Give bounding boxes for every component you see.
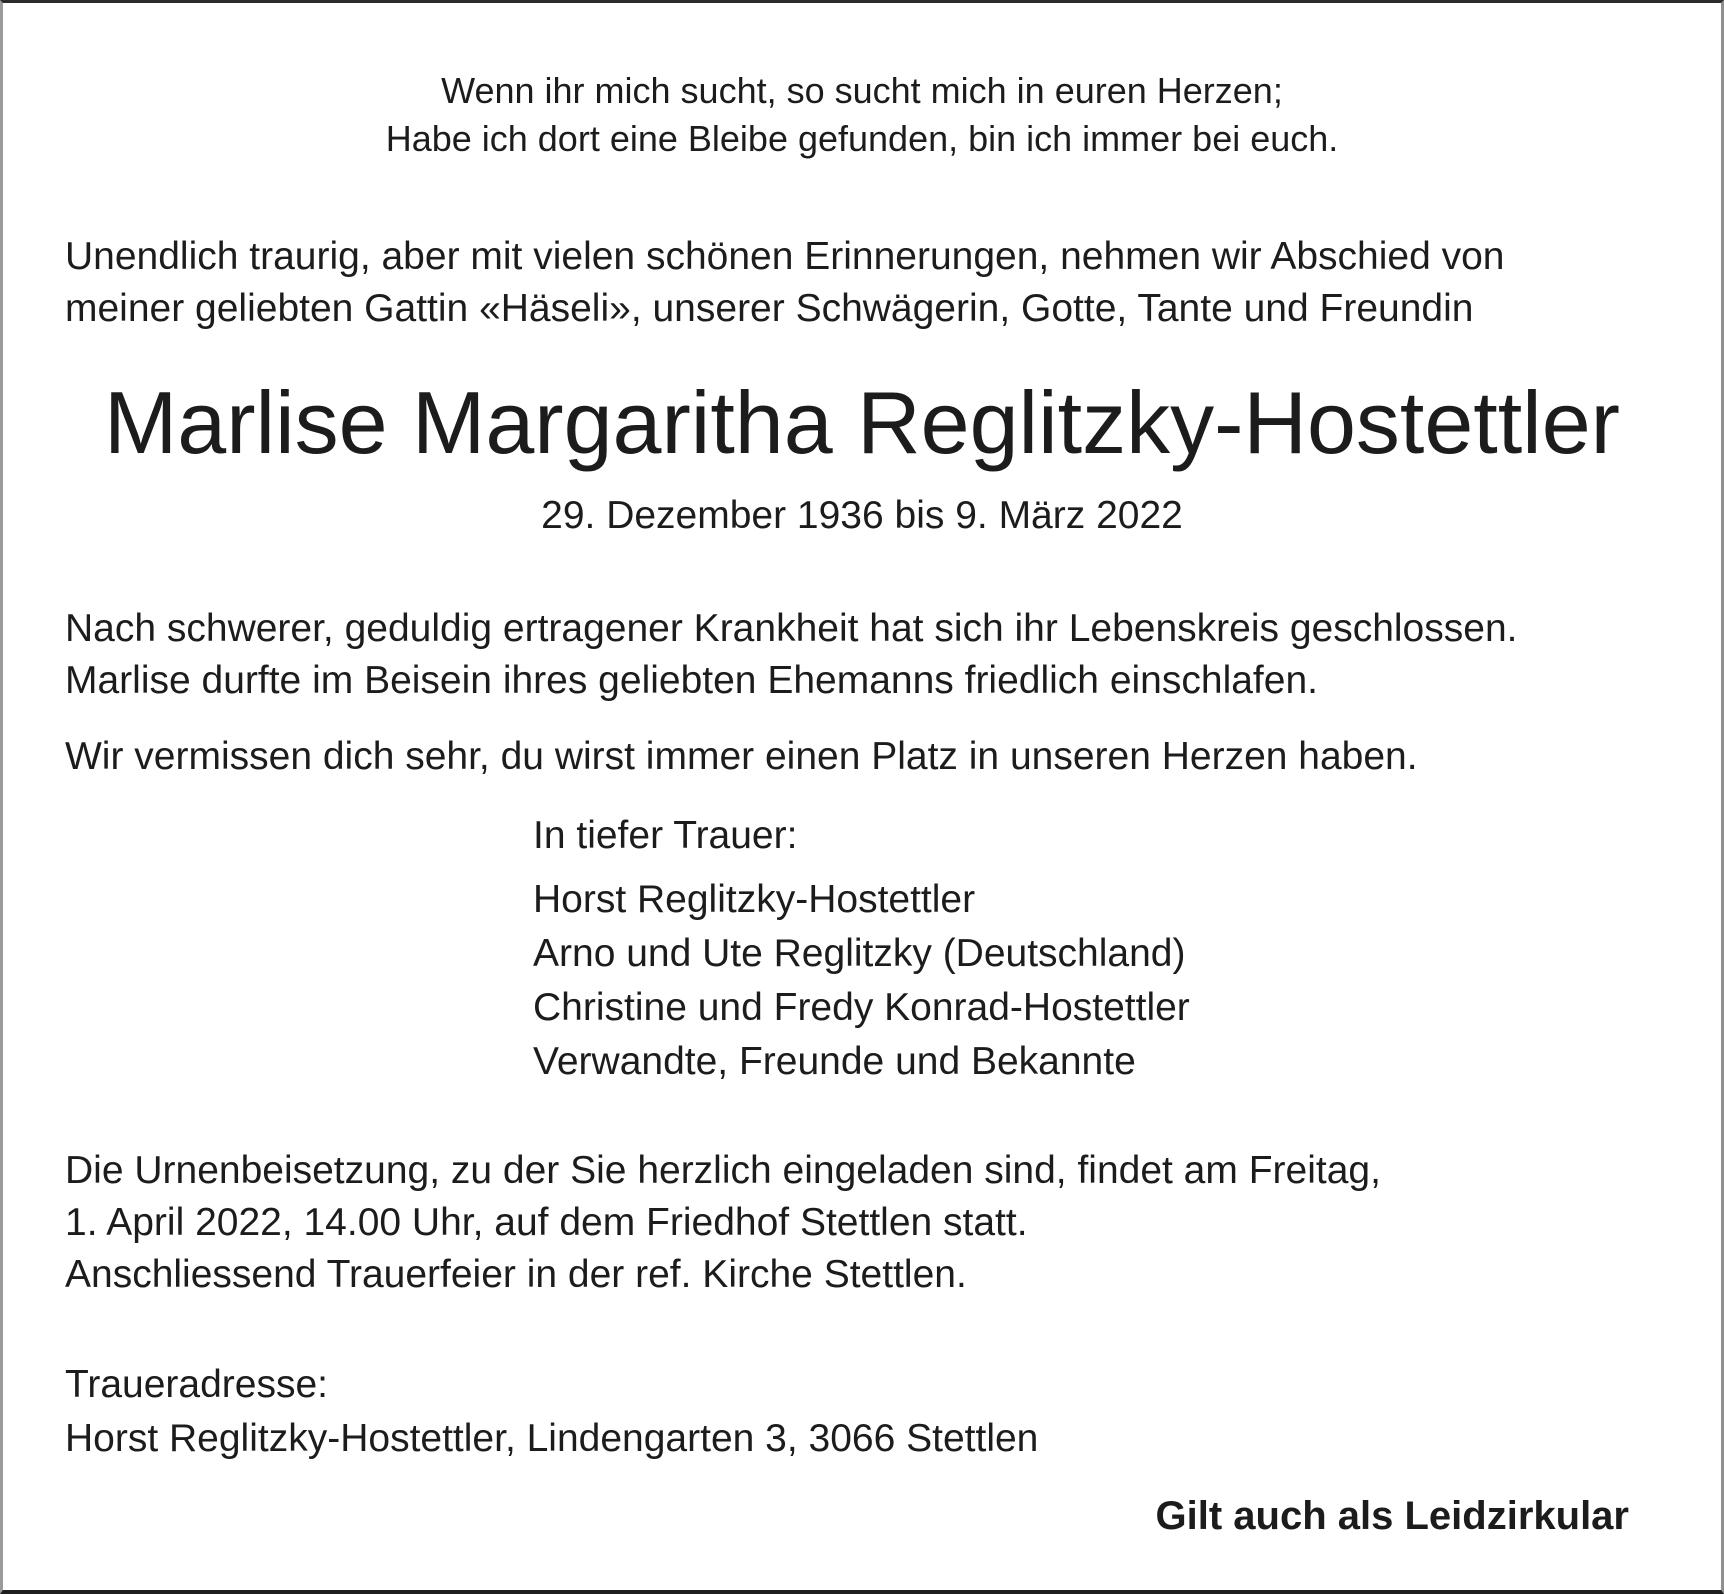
epigraph-line: Wenn ihr mich sucht, so sucht mich in euren Herzen; — [441, 70, 1283, 111]
mourner-name: Verwandte, Freunde und Bekannte — [533, 1040, 1136, 1083]
remembrance-line: Wir vermissen dich sehr, du wirst immer einen Platz in unseren Herzen haben. — [65, 735, 1418, 778]
introduction-line: meiner geliebten Gattin «Häseli», unserer Schwägerin, Gotte, Tante und Freundin — [65, 287, 1474, 330]
obituary-line: Nach schwerer, geduldig ertragener Krankheit hat sich ihr Lebenskreis geschlossen. — [65, 607, 1518, 650]
obituary-line: Marlise durfte im Beisein ihres geliebten Ehemanns friedlich einschlafen. — [65, 659, 1318, 702]
funeral-line: Anschliessend Trauerfeier in der ref. Kirche Stettlen. — [65, 1253, 967, 1296]
funeral-details-paragraph — [65, 1145, 1381, 1301]
mourner-name: Horst Reglitzky-Hostettler — [533, 878, 976, 921]
deceased-name: Marlise Margaritha Reglitzky-Hostettler — [104, 373, 1620, 472]
remembrance-paragraph — [65, 731, 1418, 783]
mourner-name: Arno und Ute Reglitzky (Deutschland) — [533, 932, 1186, 975]
mourners-heading: In tiefer Trauer: — [533, 814, 798, 857]
epigraph — [3, 67, 1721, 163]
introduction-paragraph — [65, 231, 1505, 335]
epigraph-line: Habe ich dort eine Bleibe gefunden, bin ich immer bei euch. — [385, 118, 1339, 159]
mourning-address-block — [65, 1358, 1038, 1466]
mourning-address-label: Traueradresse: — [65, 1363, 329, 1406]
leidzirkular-note: Gilt auch als Leidzirkular — [1155, 1494, 1629, 1538]
life-dates: 29. Dezember 1936 bis 9. März 2022 — [541, 494, 1183, 537]
mourner-name: Christine und Fredy Konrad-Hostettler — [533, 986, 1190, 1029]
funeral-line: 1. April 2022, 14.00 Uhr, auf dem Friedhof Stettlen statt. — [65, 1201, 1028, 1244]
mourners-list — [533, 873, 1190, 1089]
obituary-paragraph — [65, 603, 1517, 707]
funeral-line: Die Urnenbeisetzung, zu der Sie herzlich eingeladen sind, findet am Freitag, — [65, 1149, 1381, 1192]
mourning-address-value: Horst Reglitzky-Hostettler, Lindengarten 3, 3066 Stettlen — [65, 1417, 1039, 1460]
introduction-line: Unendlich traurig, aber mit vielen schönen Erinnerungen, nehmen wir Abschied von — [65, 235, 1505, 278]
